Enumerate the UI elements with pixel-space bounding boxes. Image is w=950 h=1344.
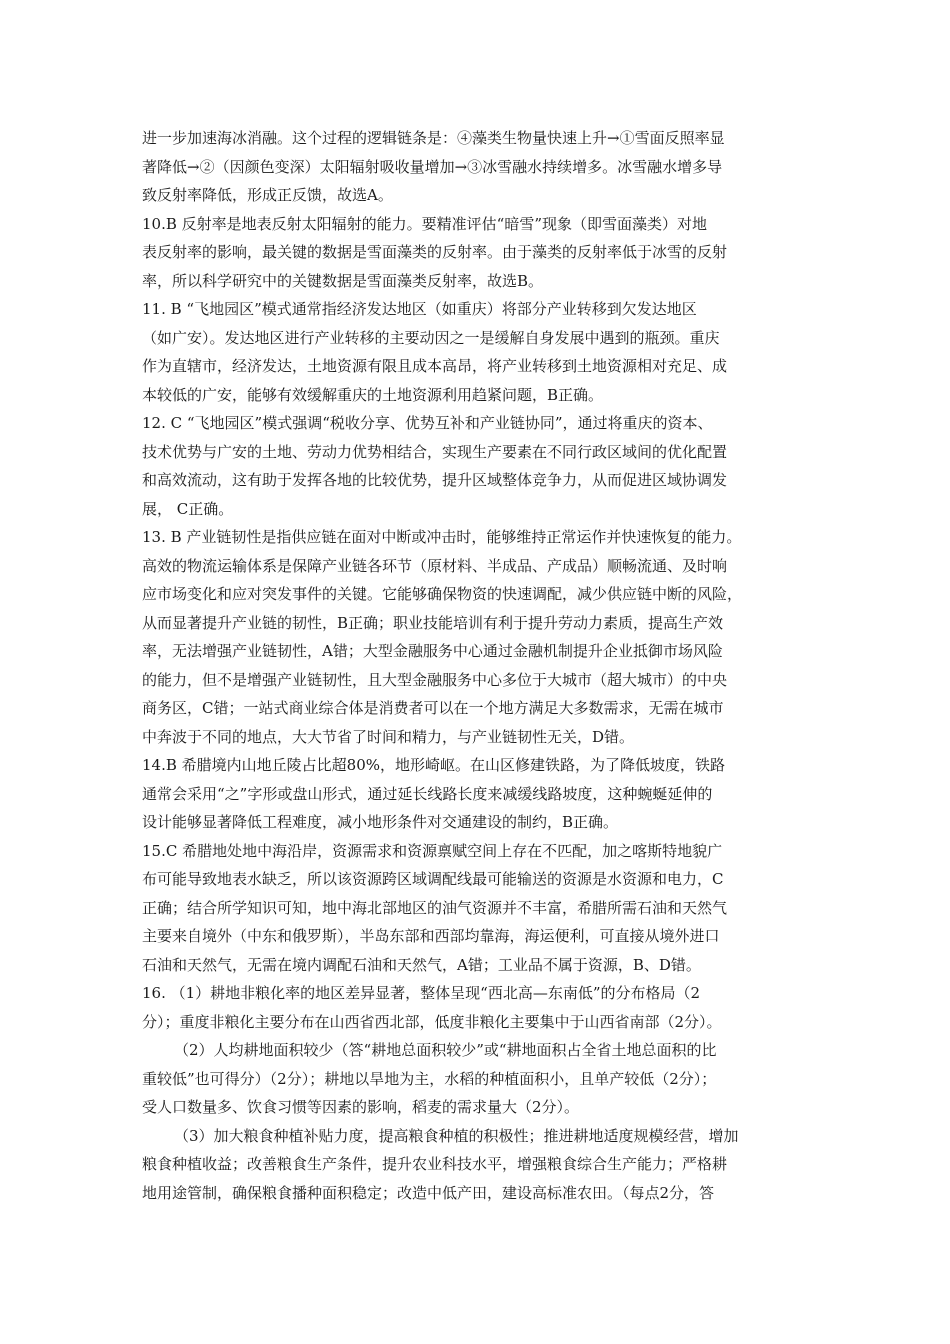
text-line: 14.B 希腊境内山地丘陵占比超80%，地形崎岖。在山区修建铁路，为了降低坡度，铁路 bbox=[142, 756, 725, 774]
text-line: 石油和天然气，无需在境内调配石油和天然气，A错；工业品不属于资源，B、D错。 bbox=[142, 955, 701, 974]
text-line: 商务区，C错；一站式商业综合体是消费者可以在一个地方满足大多数需求，无需在城市 bbox=[142, 699, 724, 717]
text-line: 致反射率降低，形成正反馈，故选A。 bbox=[142, 186, 393, 204]
text-line: 地用途管制，确保粮食播种面积稳定；改造中低产田，建设高标准农田。（每点2分，答 bbox=[142, 1183, 715, 1202]
text-line: 作为直辖市，经济发达，土地资源有限且成本高昂，将产业转移到土地资源相对充足、成 bbox=[142, 357, 728, 375]
text-line: （3）加大粮食种植补贴力度，提高粮食种植的积极性；推进耕地适度规模经营，增加 bbox=[174, 1126, 739, 1145]
text-line: 中奔波于不同的地点，大大节省了时间和精力，与产业链韧性无关，D错。 bbox=[142, 727, 635, 746]
text-line: 进一步加速海冰消融。这个过程的逻辑链条是：④藻类生物量快速上升→①雪面反照率显 bbox=[142, 129, 725, 147]
text-line: 分）；重度非粮化主要分布在山西省西北部，低度非粮化主要集中于山西省南部（2分）。 bbox=[142, 1012, 722, 1031]
text-line: 展， C正确。 bbox=[142, 499, 234, 518]
text-line: 12. C “飞地园区”模式强调“税收分享、优势互补和产业链协同”，通过将重庆的资本、 bbox=[142, 414, 713, 432]
text-line: （如广安）。发达地区进行产业转移的主要动因之一是缓解自身发展中遇到的瓶颈。重庆 bbox=[142, 328, 720, 347]
text-line: 率，无法增强产业链韧性，A错；大型金融服务中心通过金融机制提升企业抵御市场风险 bbox=[142, 642, 723, 660]
text-line: 通常会采用“之”字形或盘山形式，通过延长线路长度来减缓线路坡度，这种蜿蜒延伸的 bbox=[142, 784, 713, 803]
text-line: 著降低→②（因颜色变深）太阳辐射吸收量增加→③冰雪融水持续增多。冰雪融水增多导 bbox=[142, 157, 723, 176]
answer-explanation-text bbox=[142, 124, 822, 1207]
text-line: 技术优势与广安的土地、劳动力优势相结合，实现生产要素在不同行政区域间的优化配置 bbox=[142, 442, 728, 461]
text-line: 表反射率的影响，最关键的数据是雪面藻类的反射率。由于藻类的反射率低于冰雪的反射 bbox=[142, 243, 728, 261]
text-line: 设计能够显著降低工程难度，减小地形条件对交通建设的制约，B正确。 bbox=[142, 813, 619, 831]
text-line: 布可能导致地表水缺乏，所以该资源跨区域调配线最可能输送的资源是水资源和电力，C bbox=[142, 870, 724, 888]
text-line: 11. B “飞地园区”模式通常指经济发达地区（如重庆）将部分产业转移到欠发达地区 bbox=[142, 300, 697, 318]
text-line: 本较低的广安，能够有效缓解重庆的土地资源利用趋紧问题，B正确。 bbox=[142, 385, 604, 404]
text-line: 粮食种植收益；改善粮食生产条件，提升农业科技水平，增强粮食综合生产能力；严格耕 bbox=[142, 1155, 728, 1173]
text-line: 和高效流动，这有助于发挥各地的比较优势，提升区域整体竞争力，从而促进区域协调发 bbox=[142, 471, 728, 489]
text-line: 13. B 产业链韧性是指供应链在面对中断或冲击时，能够维持正常运作并快速恢复的能力。 bbox=[142, 528, 742, 546]
text-line: 15.C 希腊地处地中海沿岸，资源需求和资源禀赋空间上存在不匹配，加之喀斯特地貌广 bbox=[142, 841, 723, 860]
text-line: 正确；结合所学知识可知，地中海北部地区的油气资源并不丰富，希腊所需石油和天然气 bbox=[142, 898, 728, 917]
text-line: 主要来自境外（中东和俄罗斯），半岛东部和西部均靠海，海运便利，可直接从境外进口 bbox=[142, 927, 720, 945]
text-line: 从而显著提升产业链的韧性，B正确；职业技能培训有利于提升劳动力素质，提高生产效 bbox=[142, 613, 724, 632]
text-line: 率，所以科学研究中的关键数据是雪面藻类反射率，故选B。 bbox=[142, 271, 544, 290]
text-line: （2）人均耕地面积较少（答“耕地总面积较少”或“耕地面积占全省土地总面积的比 bbox=[174, 1041, 717, 1059]
text-line: 的能力，但不是增强产业链韧性，且大型金融服务中心多位于大城市（超大城市）的中央 bbox=[142, 670, 728, 689]
text-line: 10.B 反射率是地表反射太阳辐射的能力。要精准评估“暗雪”现象（即雪面藻类）对地 bbox=[142, 214, 707, 233]
text-line: 受人口数量多、饮食习惯等因素的影响，稻麦的需求量大（2分）。 bbox=[142, 1098, 580, 1116]
text-line: 重较低”也可得分）（2分）；耕地以旱地为主，水稻的种植面积小，且单产较低（2分）； bbox=[142, 1069, 717, 1088]
text-line: 高效的物流运输体系是保障产业链各环节（原材料、半成品、产成品）顺畅流通、及时响 bbox=[142, 556, 728, 575]
text-line: 应市场变化和应对突发事件的关键。它能够确保物资的快速调配，减少供应链中断的风险， bbox=[142, 585, 743, 603]
text-line: 16. （1）耕地非粮化率的地区差异显著，整体呈现“西北高—东南低”的分布格局（2 bbox=[142, 984, 701, 1002]
